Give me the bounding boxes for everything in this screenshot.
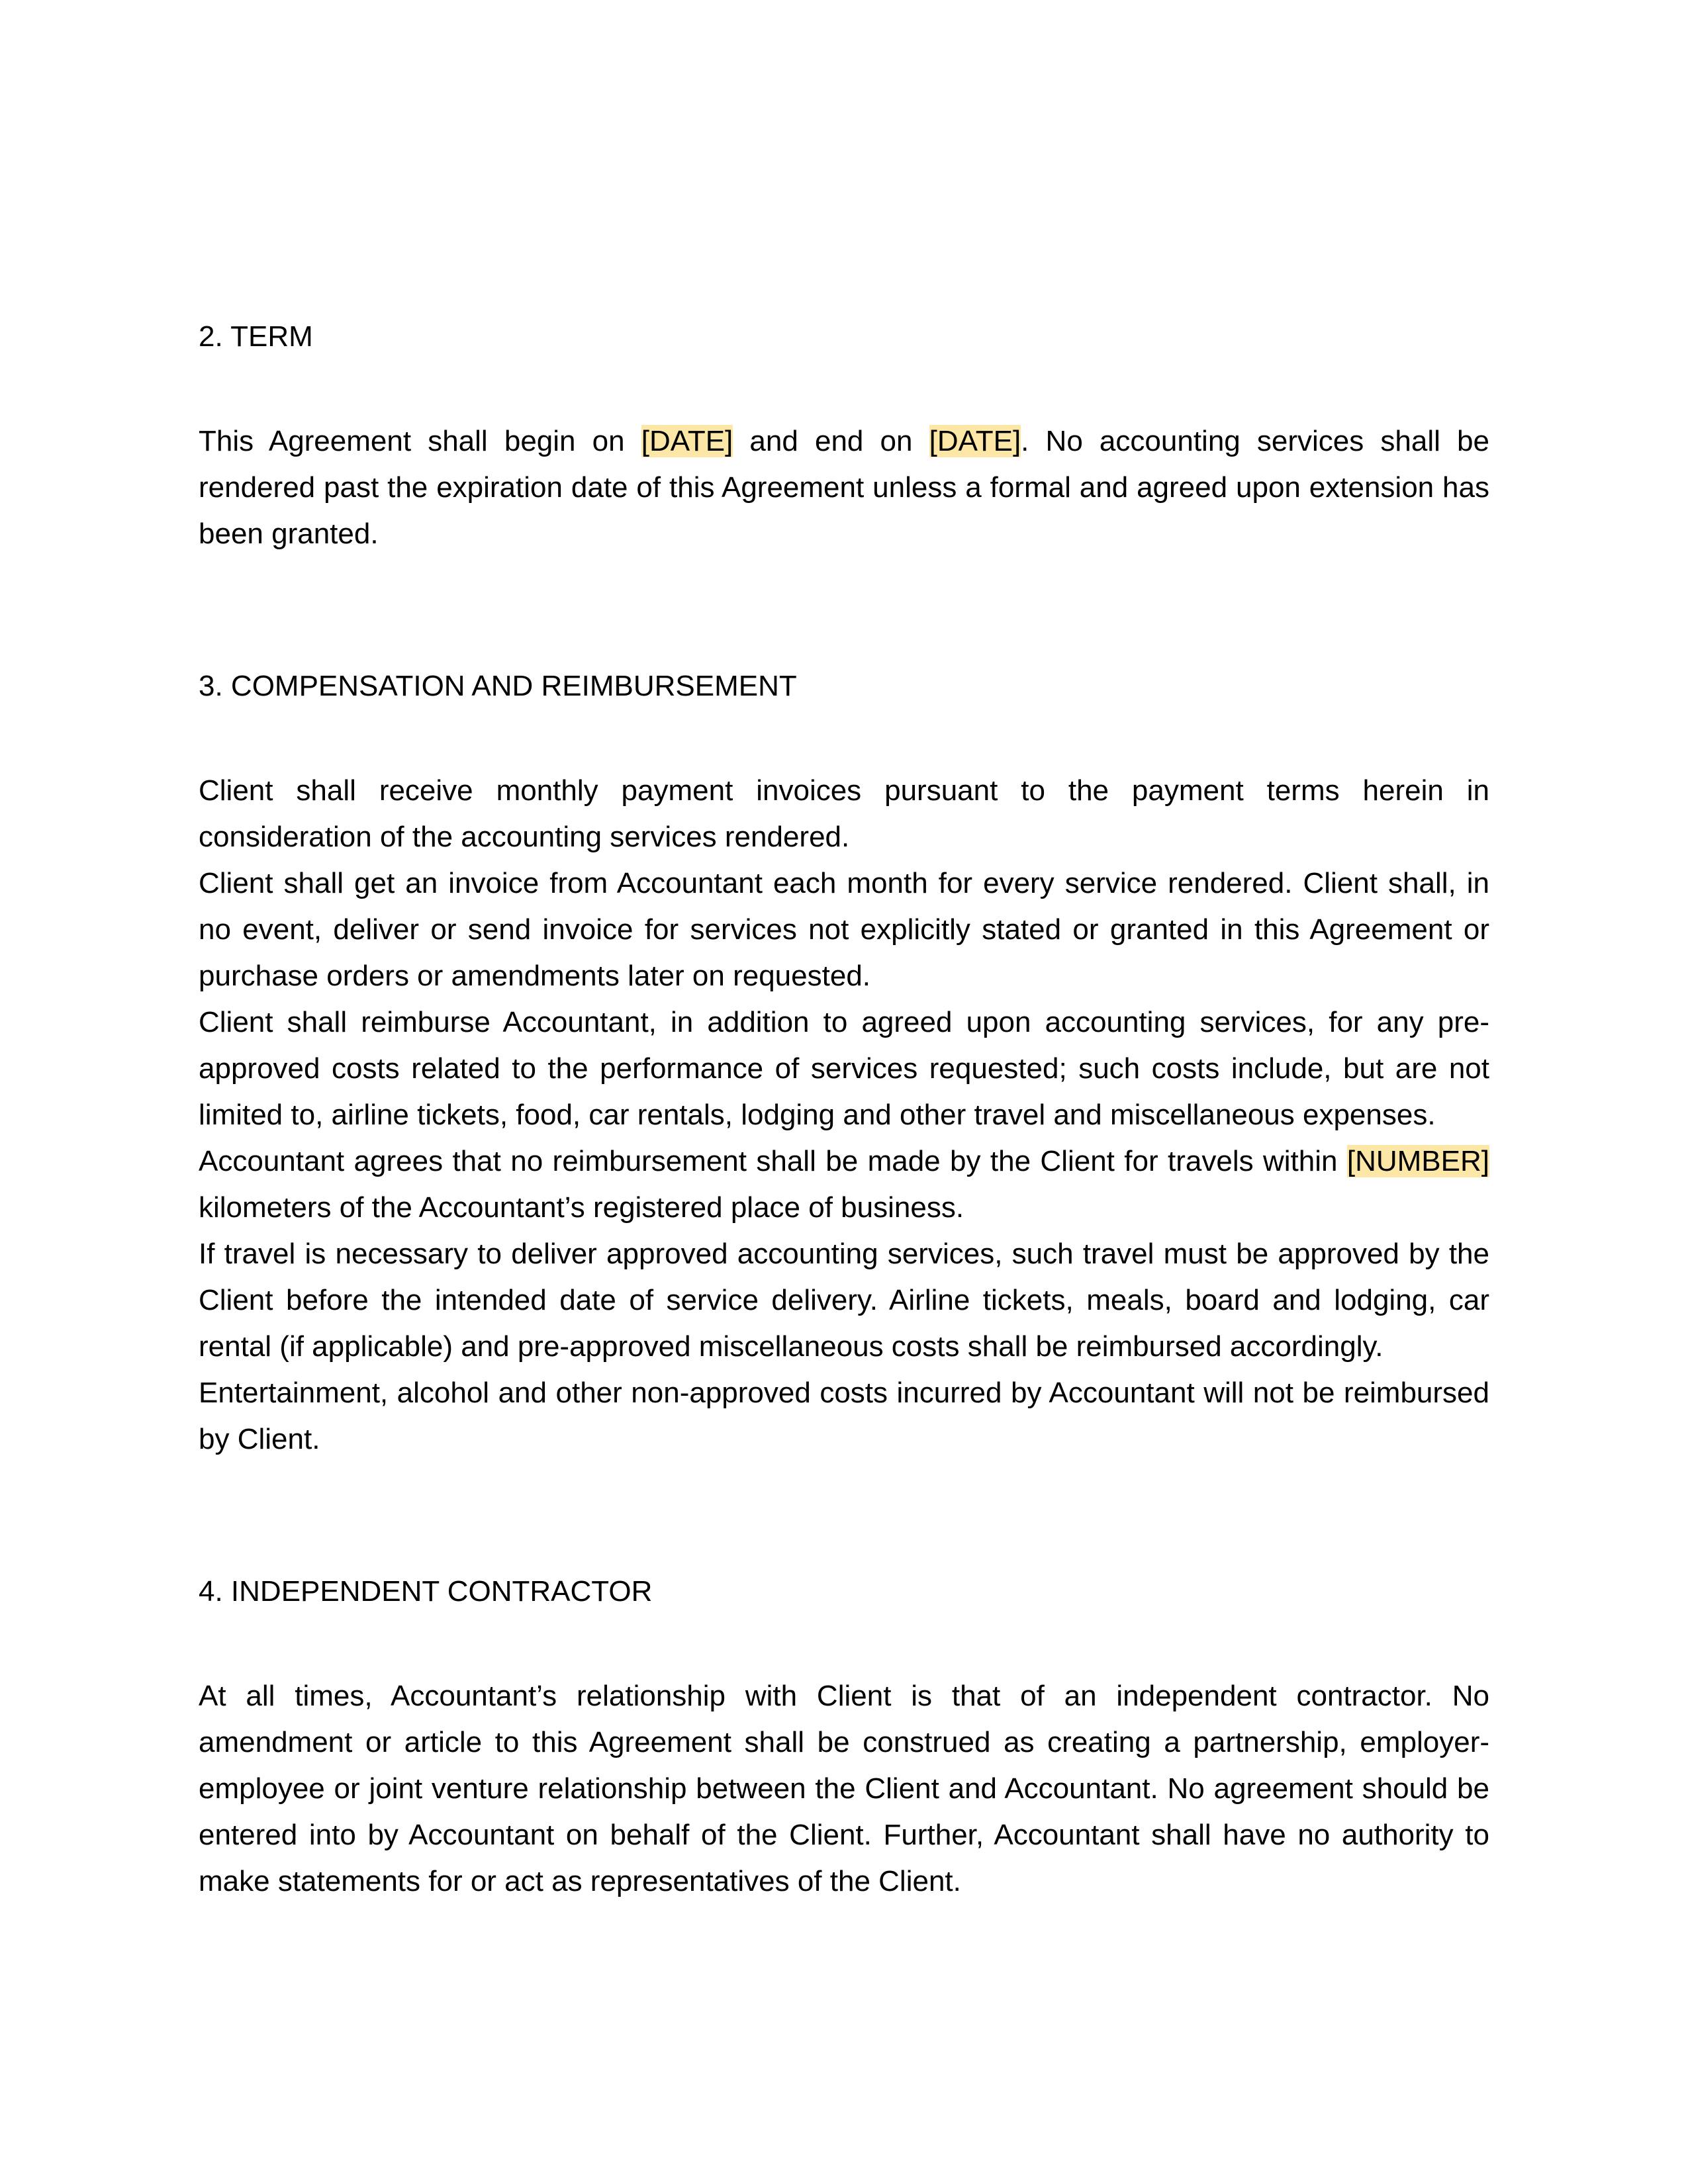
compensation-paragraph-6: Entertainment, alcohol and other non-approved costs incurred by Accountant will not be reimbursed by Client. bbox=[199, 1377, 1489, 1455]
section-independent-contractor bbox=[199, 1569, 1489, 1905]
section-compensation bbox=[199, 663, 1489, 1463]
contractor-paragraph: At all times, Accountant’s relationship with Client is that of an independent contractor. No amendment or article to this Agreement shall be construed as creating a partnership, employer-employee or joint venture relationship between the Client and Accountant. No agreement should be entered into by Accountant on behalf of the Client. Further, Accountant shall have no authority to make statements for or act as representatives of the Client. bbox=[199, 1680, 1489, 1897]
section-term bbox=[199, 314, 1489, 557]
reimbursement-text-start: Accountant agrees that no reimbursement shall be made by the Client for travels within bbox=[199, 1145, 1347, 1177]
compensation-paragraph-3: Client shall reimburse Accountant, in addition to agreed upon accounting services, for any pre-approved costs related to the performance of services requested; such costs include, but are not limited to, airline tickets, food, car rentals, lodging and other travel and miscellaneous expenses. bbox=[199, 1006, 1489, 1131]
start-date-placeholder: [DATE] bbox=[641, 425, 733, 457]
section-heading-independent-contractor: 4. INDEPENDENT CONTRACTOR bbox=[199, 1575, 653, 1608]
document-body bbox=[199, 314, 1489, 1905]
number-placeholder: [NUMBER] bbox=[1346, 1145, 1489, 1177]
reimbursement-text-end: kilometers of the Accountant’s registered place of business. bbox=[199, 1191, 964, 1224]
section-heading-term: 2. TERM bbox=[199, 320, 313, 353]
term-text-end: . No accounting services shall be rendered past the expiration date of this Agreement unless a formal and agreed upon extension has been granted. bbox=[199, 425, 1489, 550]
term-text-middle: and end on bbox=[733, 425, 929, 457]
compensation-paragraph-2: Client shall get an invoice from Accountant each month for every service rendered. Client shall, in no event, deliver or send invoice for services not explicitly stated or granted in this Agreement or purchase orders or amendments later on requested. bbox=[199, 867, 1489, 992]
end-date-placeholder: [DATE] bbox=[929, 425, 1021, 457]
term-paragraph bbox=[199, 418, 1489, 557]
compensation-paragraph-1: Client shall receive monthly payment invoices pursuant to the payment terms herein in consideration of the accounting services rendered. bbox=[199, 774, 1489, 853]
section-heading-compensation: 3. COMPENSATION AND REIMBURSEMENT bbox=[199, 670, 797, 702]
compensation-paragraph-5: If travel is necessary to deliver approved accounting services, such travel must be approved by the Client before the intended date of service delivery. Airline tickets, meals, board and lodging, car rental (if applicable) and pre-approved miscellaneous costs shall be reimbursed accordingly. bbox=[199, 1238, 1489, 1363]
term-text-start: This Agreement shall begin on bbox=[199, 425, 641, 457]
compensation-paragraph-4 bbox=[199, 1138, 1489, 1231]
